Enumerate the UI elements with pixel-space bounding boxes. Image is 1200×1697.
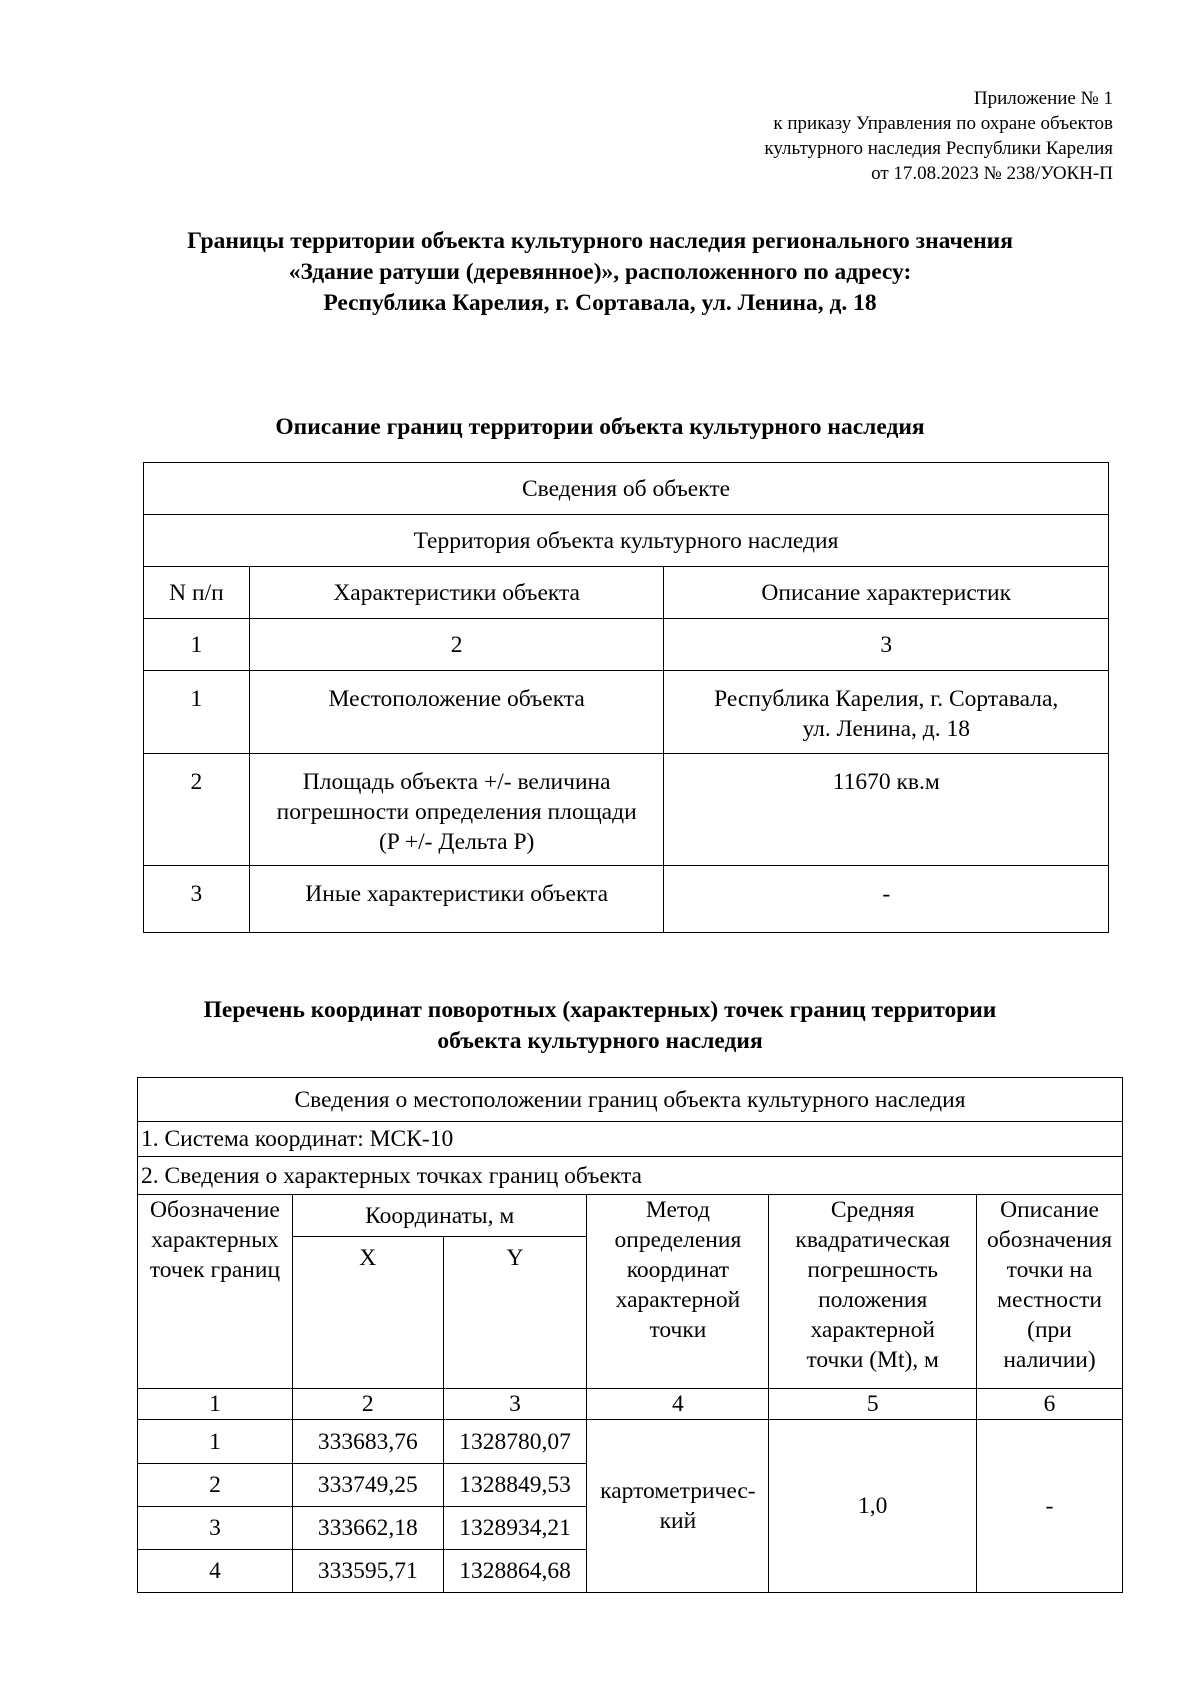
table-row bbox=[144, 515, 1109, 567]
annex-header bbox=[593, 86, 1113, 186]
point-y: 1328864,68 bbox=[443, 1550, 587, 1593]
cell-line: - bbox=[882, 881, 891, 907]
title-line: Республика Карелия, г. Сортавала, ул. Ленина, д. 18 bbox=[323, 290, 877, 316]
cell-line: кий bbox=[659, 1508, 697, 1534]
cell-line: положения bbox=[818, 1287, 928, 1313]
column-header-accuracy bbox=[769, 1195, 977, 1389]
column-number: 1 bbox=[144, 619, 250, 671]
annex-line: Приложение № 1 bbox=[973, 88, 1113, 109]
column-header: N п/п bbox=[144, 567, 250, 619]
section2-title bbox=[100, 995, 1100, 1057]
annex-line: к приказу Управления по охране объектов bbox=[773, 113, 1113, 134]
point-number: 1 bbox=[138, 1420, 293, 1464]
accuracy-cell: 1,0 bbox=[769, 1420, 977, 1593]
cell-line: квадратическая bbox=[795, 1227, 950, 1253]
cell-line: погрешности определения площади bbox=[276, 799, 637, 825]
table-row bbox=[144, 619, 1109, 671]
cell-line: точек границ bbox=[149, 1257, 281, 1283]
table-header: Сведения об объекте bbox=[144, 463, 1109, 515]
column-header-designation bbox=[138, 1195, 293, 1389]
table-row bbox=[138, 1122, 1123, 1157]
section1-title: Описание границ территории объекта культурного наследия bbox=[275, 414, 925, 440]
characteristic-cell bbox=[249, 671, 664, 754]
cell-line: Площадь объекта +/- величина bbox=[302, 769, 611, 795]
point-number: 2 bbox=[138, 1464, 293, 1507]
cell-line: характерной bbox=[615, 1287, 741, 1313]
column-number: 5 bbox=[769, 1389, 977, 1420]
column-number: 3 bbox=[443, 1389, 587, 1420]
column-header: Характеристики объекта bbox=[249, 567, 664, 619]
cell-line: 11670 кв.м bbox=[832, 769, 940, 795]
point-number: 4 bbox=[138, 1550, 293, 1593]
cell-line: Описание bbox=[1000, 1197, 1099, 1223]
cell-line: Обозначение bbox=[150, 1197, 280, 1223]
table-row bbox=[144, 866, 1109, 933]
column-header-coordinates: Координаты, м bbox=[292, 1195, 587, 1237]
cell-line: (при bbox=[1027, 1317, 1072, 1343]
cell-line: точки bbox=[649, 1317, 707, 1343]
point-x: 333749,25 bbox=[292, 1464, 443, 1507]
column-number: 2 bbox=[292, 1389, 443, 1420]
method-cell bbox=[587, 1420, 769, 1593]
column-number: 4 bbox=[587, 1389, 769, 1420]
description-cell bbox=[664, 754, 1109, 866]
table-row bbox=[138, 1195, 1123, 1237]
cell-line: Местоположение объекта bbox=[328, 686, 585, 712]
column-header: Описание характеристик bbox=[664, 567, 1109, 619]
column-number: 3 bbox=[664, 619, 1109, 671]
annex-line: от 17.08.2023 № 238/УОКН-П bbox=[871, 163, 1113, 184]
description-cell bbox=[664, 866, 1109, 933]
point-y: 1328849,53 bbox=[443, 1464, 587, 1507]
cell-line: Республика Карелия, г. Сортавала, bbox=[714, 686, 1059, 712]
characteristic-cell bbox=[249, 866, 664, 933]
point-y: 1328780,07 bbox=[443, 1420, 587, 1464]
cell-line: (P +/- Дельта P) bbox=[378, 829, 535, 855]
cell-line: координат bbox=[626, 1257, 730, 1283]
point-description-cell: - bbox=[977, 1420, 1123, 1593]
column-number: 2 bbox=[249, 619, 664, 671]
cell-line: Средняя bbox=[830, 1197, 915, 1223]
table-row bbox=[138, 1389, 1123, 1420]
point-y: 1328934,21 bbox=[443, 1507, 587, 1550]
cell-line: обозначения bbox=[987, 1227, 1113, 1253]
column-header-y: Y bbox=[443, 1237, 587, 1389]
column-number: 1 bbox=[138, 1389, 293, 1420]
cell-line: характерной bbox=[810, 1317, 935, 1343]
column-header-method bbox=[587, 1195, 769, 1389]
cell-line: определения bbox=[614, 1227, 742, 1253]
title-line: Границы территории объекта культурного наследия регионального значения bbox=[187, 228, 1013, 254]
title-line: Перечень координат поворотных (характерных) точек границ территории bbox=[203, 997, 997, 1023]
cell-line: местности bbox=[997, 1287, 1102, 1313]
object-description-table bbox=[143, 462, 1109, 933]
cell-line: Метод bbox=[645, 1197, 710, 1223]
table-header: Сведения о местоположении границ объекта культурного наследия bbox=[138, 1078, 1123, 1122]
title-line: «Здание ратуши (деревянное)», расположенного по адресу: bbox=[288, 259, 912, 285]
column-header-x: X bbox=[292, 1237, 443, 1389]
cell-line: Иные характеристики объекта bbox=[305, 881, 609, 907]
table-subheader: Территория объекта культурного наследия bbox=[144, 515, 1109, 567]
table-row bbox=[144, 671, 1109, 754]
row-number: 2 bbox=[144, 754, 250, 866]
column-number: 6 bbox=[977, 1389, 1123, 1420]
cell-line: точки на bbox=[1006, 1257, 1093, 1283]
title-line: объекта культурного наследия bbox=[437, 1028, 763, 1054]
coordinate-system: 1. Система координат: МСК-10 bbox=[138, 1122, 1123, 1157]
cell-line: точки (Mt), м bbox=[806, 1347, 939, 1373]
annex-line: культурного наследия Республики Карелия bbox=[764, 138, 1113, 159]
table-row bbox=[138, 1420, 1123, 1464]
table-row bbox=[144, 463, 1109, 515]
point-x: 333595,71 bbox=[292, 1550, 443, 1593]
row-number: 3 bbox=[144, 866, 250, 933]
table-row bbox=[144, 754, 1109, 866]
table-row bbox=[138, 1078, 1123, 1122]
point-x: 333662,18 bbox=[292, 1507, 443, 1550]
cell-line: картометричес- bbox=[600, 1478, 756, 1504]
cell-line: ул. Ленина, д. 18 bbox=[802, 716, 970, 742]
table-row bbox=[144, 567, 1109, 619]
cell-line: наличии) bbox=[1003, 1347, 1096, 1373]
column-header-point-description bbox=[977, 1195, 1123, 1389]
cell-line: характерных bbox=[151, 1227, 279, 1253]
characteristic-cell bbox=[249, 754, 664, 866]
coordinates-table bbox=[137, 1077, 1123, 1593]
document-title bbox=[100, 226, 1100, 319]
point-x: 333683,76 bbox=[292, 1420, 443, 1464]
cell-line: погрешность bbox=[807, 1257, 938, 1283]
point-number: 3 bbox=[138, 1507, 293, 1550]
points-header: 2. Сведения о характерных точках границ объекта bbox=[138, 1157, 1123, 1195]
table-row bbox=[138, 1157, 1123, 1195]
description-cell bbox=[664, 671, 1109, 754]
row-number: 1 bbox=[144, 671, 250, 754]
